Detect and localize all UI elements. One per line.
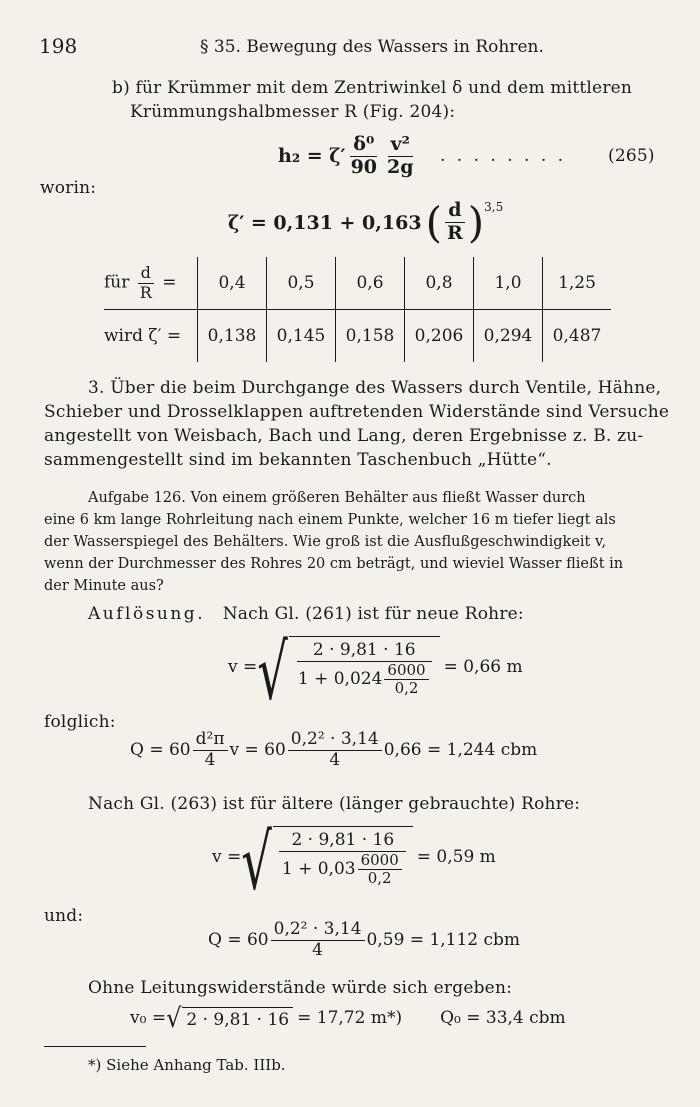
v1-rhs: = 0,66 m <box>443 656 523 677</box>
sqrt-icon: √ <box>241 818 272 908</box>
und-label: und: <box>44 906 84 926</box>
v1-den-frac <box>384 662 428 698</box>
eq265-f1-num: δ⁰ <box>350 134 377 157</box>
aufgabe-line4: wenn der Durchmesser des Rohres 20 cm beträgt, und wieviel Wasser fließt in <box>44 556 624 572</box>
table-cell: 0,294 <box>474 310 543 363</box>
equation-v0 <box>130 1002 566 1034</box>
footnote-rule <box>44 1046 146 1047</box>
table-row1-label <box>104 257 198 310</box>
aufgabe-line3: der Wasserspiegel des Behälters. Wie groß ist die Ausflußgeschwindigkeit v, <box>44 534 607 550</box>
q1-f2-num: 0,2² · 3,14 <box>288 730 382 751</box>
table-cell: 0,8 <box>405 257 474 310</box>
table-cell: 0,158 <box>336 310 405 363</box>
table-row1-frac <box>137 264 155 302</box>
table-cell: 0,138 <box>198 310 267 363</box>
folglich-label: folglich: <box>44 712 116 732</box>
v2-fraction <box>279 831 407 887</box>
v0-lhs: v₀ = <box>130 1008 167 1028</box>
q2-f-den: 4 <box>312 939 323 960</box>
aufgabe-line5: der Minute aus? <box>44 578 164 594</box>
table-cell: 0,4 <box>198 257 267 310</box>
q2-fraction <box>271 920 365 960</box>
v1-radicand <box>289 636 440 697</box>
table-cell: 1,25 <box>543 257 612 310</box>
equation-v-old <box>212 818 496 908</box>
zeta-eq-fraction <box>444 200 466 245</box>
v0-radical <box>166 1002 293 1034</box>
aufloesung-text: Nach Gl. (261) ist für neue Rohre: <box>222 604 524 624</box>
v2-den-pre: 1 + 0,03 <box>281 858 356 879</box>
v1-fraction <box>295 641 434 697</box>
table-row1-frac-num: d <box>138 264 154 283</box>
aufloesung-line <box>88 604 524 624</box>
v2-den <box>279 852 407 888</box>
q1-f1-num: d²π <box>193 730 228 751</box>
paren-close: ) <box>467 198 485 247</box>
v2-den-frac-num: 6000 <box>358 852 402 870</box>
section3-line1: 3. Über die beim Durchgange des Wassers durch Ventile, Hähne, <box>88 378 662 398</box>
nach-263-line: Nach Gl. (263) ist für ältere (länger gebrauchte) Rohre: <box>88 794 581 814</box>
v2-rhs: = 0,59 m <box>416 846 496 867</box>
table-cell: 0,206 <box>405 310 474 363</box>
table-cell: 0,5 <box>267 257 336 310</box>
footnote: *) Siehe Anhang Tab. IIIb. <box>88 1056 286 1074</box>
sqrt-icon: √ <box>257 628 288 718</box>
q1-rhs: 0,66 = 1,244 cbm <box>383 740 538 761</box>
table-row-ratio <box>104 257 611 310</box>
eq265-f1-den: 90 <box>350 155 378 178</box>
zeta-equation <box>228 198 503 247</box>
v1-den-pre: 1 + 0,024 <box>297 668 383 689</box>
eq265-dots: . . . . . . . . <box>440 146 567 166</box>
v0-radicand: 2 · 9,81 · 16 <box>182 1007 293 1030</box>
q1-mid: v = 60 <box>229 740 286 761</box>
worin-label: worin: <box>40 178 97 198</box>
q2-lhs: Q = 60 <box>208 930 269 951</box>
q2-rhs: 0,59 = 1,112 cbm <box>366 930 521 951</box>
item-b-line2: Krümmungshalbmesser R (Fig. 204): <box>130 102 456 122</box>
table-cell: 0,145 <box>267 310 336 363</box>
equation-q1 <box>130 730 537 770</box>
v2-num: 2 · 9,81 · 16 <box>279 831 406 852</box>
table-row1-eq: = <box>162 272 177 293</box>
q1-lhs: Q = 60 <box>130 740 191 761</box>
v0-rhs: = 17,72 m*) <box>297 1008 403 1028</box>
aufgabe-line1: Aufgabe 126. Von einem größeren Behälter aus fließt Wasser durch <box>88 490 586 506</box>
eq265-number: (265) <box>608 146 655 166</box>
aufgabe-line2: eine 6 km lange Rohrleitung nach einem Punkte, welcher 16 m tiefer liegt als <box>44 512 616 528</box>
table-cell: 0,6 <box>336 257 405 310</box>
eq265-fraction-delta <box>348 134 380 179</box>
table-cell: 0,487 <box>543 310 612 363</box>
paren-open: ( <box>425 198 442 247</box>
zeta-eq-num: d <box>445 200 464 223</box>
equation-v-new <box>228 628 523 718</box>
zeta-eq-exponent: 3,5 <box>484 200 504 214</box>
ohne-line: Ohne Leitungswiderstände würde sich ergeben: <box>88 978 513 998</box>
sqrt-icon: √ <box>166 1002 182 1034</box>
table-row1-frac-den: R <box>139 282 152 302</box>
v1-radical <box>257 628 439 718</box>
v1-den-frac-num: 6000 <box>384 662 428 680</box>
v2-radicand <box>273 826 413 887</box>
table-row1-pre: für <box>104 272 130 293</box>
zeta-table <box>104 257 611 362</box>
equation-q2 <box>208 920 520 960</box>
q1-fraction2 <box>288 730 382 770</box>
section3-line2: Schieber und Drosselklappen auftretenden Widerstände sind Versuche <box>44 402 670 422</box>
page-number: 198 <box>39 34 78 58</box>
q1-f2-den: 4 <box>329 749 341 770</box>
table-row-zeta <box>104 310 611 363</box>
eq265-f2-num: v² <box>388 134 413 157</box>
running-title: § 35. Bewegung des Wassers in Rohren. <box>200 37 544 57</box>
v1-den-frac-den: 0,2 <box>394 678 419 697</box>
table-cell: 1,0 <box>474 257 543 310</box>
section3-line4: sammengestellt sind im bekannten Taschenbuch „Hütte“. <box>44 450 552 470</box>
section3-line3: angestellt von Weisbach, Bach und Lang, deren Ergebnisse z. B. zu- <box>44 426 644 446</box>
q0-value: Q₀ = 33,4 cbm <box>440 1008 566 1028</box>
equation-265 <box>278 134 419 179</box>
eq265-lhs: h₂ = ζ′ <box>278 145 346 168</box>
q2-f-num: 0,2² · 3,14 <box>271 920 365 941</box>
zeta-eq-den: R <box>446 222 463 244</box>
v2-radical <box>241 818 413 908</box>
eq265-f2-den: 2g <box>387 155 414 178</box>
eq265-fraction-v <box>384 134 417 179</box>
v1-den <box>295 662 434 698</box>
aufloesung-label: Auflösung. <box>88 604 206 624</box>
v1-lhs: v = <box>228 656 258 677</box>
v2-den-frac <box>358 852 402 888</box>
v1-num: 2 · 9,81 · 16 <box>297 641 432 662</box>
v2-den-frac-den: 0,2 <box>367 868 392 887</box>
item-b-line1: b) für Krümmer mit dem Zentriwinkel δ und dem mittleren <box>112 78 633 98</box>
q1-f1-den: 4 <box>204 749 216 770</box>
zeta-eq-lhs: ζ′ = 0,131 + 0,163 <box>228 211 422 234</box>
v2-lhs: v = <box>212 846 242 867</box>
table-row2-label: wird ζ′ = <box>104 326 182 346</box>
q1-fraction1 <box>193 730 228 770</box>
